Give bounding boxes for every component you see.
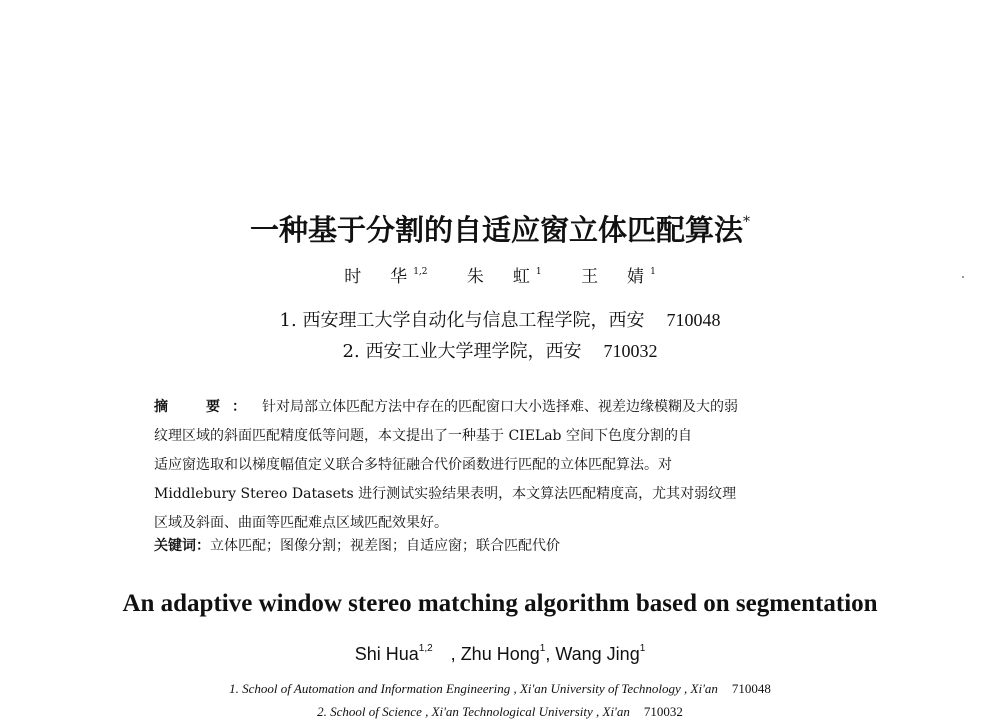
author-cn-affil: 1,2 (413, 267, 428, 277)
author-cn-affil: 1 (535, 267, 542, 277)
author-cn-affil: 1 (650, 267, 656, 277)
author-cn (467, 267, 542, 287)
postal-code: 710048 (666, 310, 721, 330)
title-cn-text: 一种基于分割的自适应窗立体匹配算法 (249, 213, 743, 247)
keywords-label: 关键词： (154, 538, 210, 554)
author-cn-name: 朱 虹 (466, 267, 536, 287)
scan-speck (962, 276, 964, 278)
author-cn (581, 267, 656, 287)
abstract-line: Middlebury Stereo Datasets 进行测试实验结果表明，本文算法匹配精度高，尤其对弱纹理 (154, 486, 737, 502)
keywords-line (154, 535, 560, 555)
author-cn-name: 时 华 (344, 267, 414, 287)
author-cn (344, 267, 427, 287)
author-separator: , (545, 644, 556, 664)
author-en-affil: 1,2 (418, 643, 433, 654)
author-en-affil: 1 (539, 643, 546, 654)
postal-code: 710032 (603, 341, 658, 361)
abstract-block (154, 393, 859, 538)
authors-english (0, 640, 1000, 666)
author-separator: , (432, 644, 461, 664)
affiliation-en-2 (0, 704, 1000, 720)
author-en-name: Shi Hua (354, 644, 419, 664)
affiliation-cn-1 (0, 306, 1000, 332)
paper-title-chinese (0, 208, 1000, 249)
affiliation-cn-2 (0, 337, 1000, 363)
affiliation-en-text: 1. School of Automation and Information Engineering , Xi'an University of Technology , Xi'an (229, 681, 718, 696)
affiliation-cn-text: 2. 西安工业大学理学院，西安 (342, 341, 582, 362)
author-en-affil: 1 (639, 643, 646, 654)
title-footnote-mark: * (743, 214, 750, 230)
paper-title-english: An adaptive window stereo matching algorithm based on segmentation (122, 590, 878, 617)
postal-code: 710048 (731, 681, 771, 696)
abstract-line: 摘 要： 针对局部立体匹配方法中存在的匹配窗口大小选择难、视差边缘模糊及大的弱 (154, 399, 738, 415)
postal-code: 710032 (643, 704, 683, 719)
abstract-line: 适应窗选取和以梯度幅值定义联合多特征融合代价函数进行匹配的立体匹配算法。对 (154, 457, 672, 473)
affiliation-en-1 (0, 681, 1000, 697)
abstract-line: 区域及斜面、曲面等匹配难点区域匹配效果好。 (154, 515, 448, 531)
affiliation-en-text: 2. School of Science , Xi'an Technological University , Xi'an (317, 704, 630, 719)
author-en-name: Wang Jing (555, 644, 640, 664)
author-en-name: Zhu Hong (460, 644, 540, 664)
abstract-line: 纹理区域的斜面匹配精度低等问题，本文提出了一种基于 CIELab 空间下色度分割的自 (154, 428, 692, 444)
authors-chinese (0, 262, 1000, 287)
abstract-label: 摘 要： (154, 399, 258, 415)
author-cn-name: 王 婧 (581, 267, 651, 287)
keywords-text: 立体匹配；图像分割；视差图；自适应窗；联合匹配代价 (210, 538, 560, 554)
affiliation-cn-text: 1. 西安理工大学自动化与信息工程学院，西安 (279, 310, 645, 331)
